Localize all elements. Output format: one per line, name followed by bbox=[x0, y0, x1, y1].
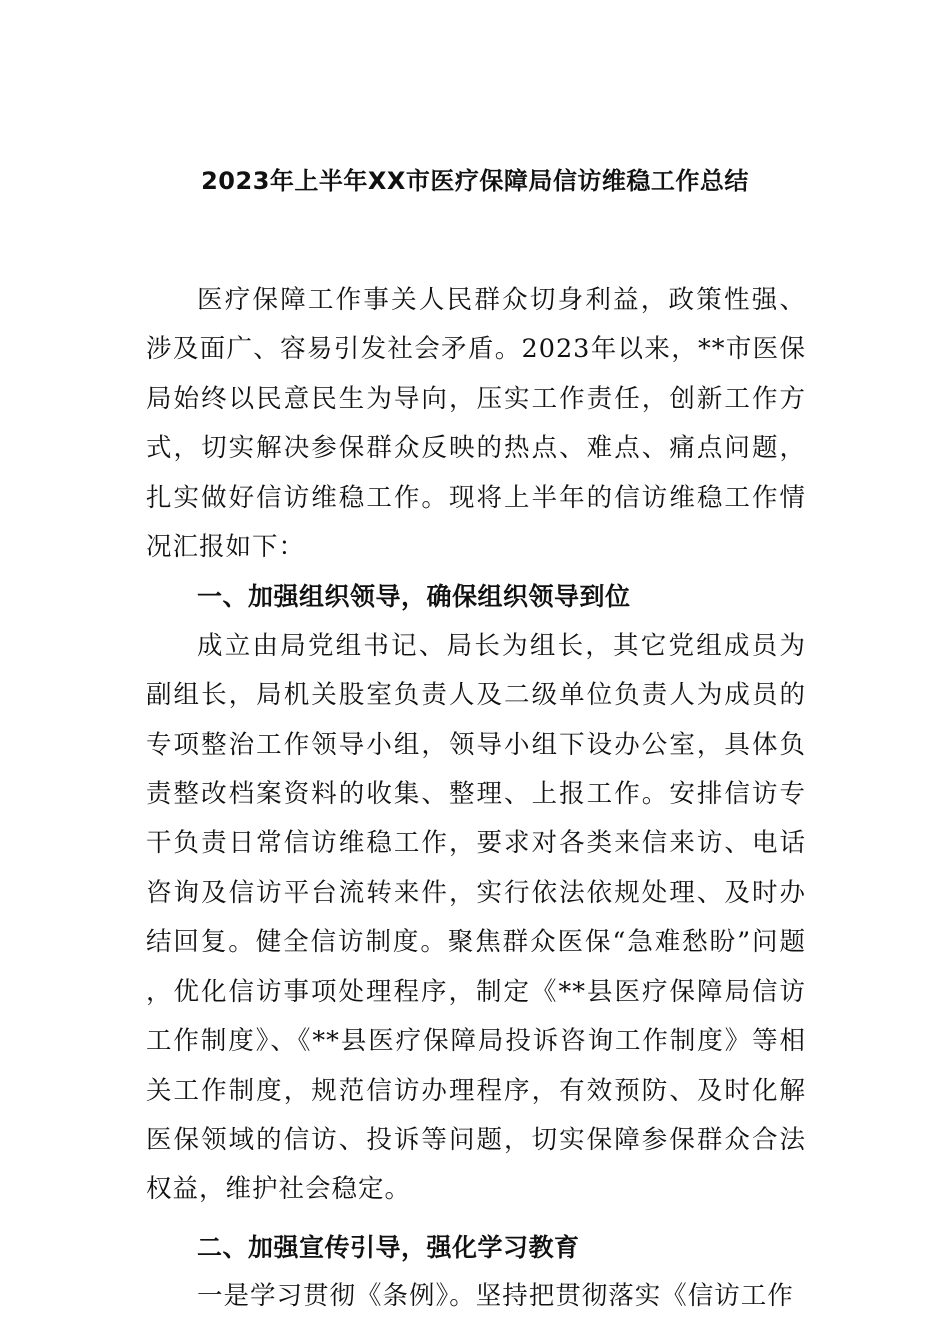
section-1-paragraph: 成立由局党组书记、局长为组长，其它党组成员为副组长，局机关股室负责人及二级单位负责人为成员的专项整治工作领导小组，领导小组下设办公室，具体负责整改档案资料的收集、整理、上报工作。安排信访专干负责日常信访维稳工作，要求对各类来信来访、电话咨询及信访平台流转来件，实行依法依规处理、及时办结回复。健全信访制度。聚焦群众医保“急难愁盼”问题，优化信访事项处理程序，制定《**县医疗保障局信访工作制度》、《**县医疗保障局投诉咨询工作制度》等相关工作制度，规范信访办理程序，有效预防、及时化解医保领域的信访、投诉等问题，切实保障参保群众合法权益，维护社会稳定。 bbox=[146, 630, 806, 1205]
intro-paragraph: 医疗保障工作事关人民群众切身利益，政策性强、涉及面广、容易引发社会矛盾。2023年以来，**市医保局始终以民意民生为导向，压实工作责任，创新工作方式，切实解决参保群众反映的热点、难点、痛点问题，扎实做好信访维稳工作。现将上半年的信访维稳工作情况汇报如下： bbox=[146, 285, 806, 563]
document-body bbox=[146, 276, 806, 1322]
section-2-heading: 二、加强宣传引导，强化学习教育 bbox=[197, 1232, 580, 1262]
section-1-heading: 一、加强组织领导，确保组织领导到位 bbox=[197, 582, 631, 612]
section-2-paragraph: 一是学习贯彻《条例》。坚持把贯彻落实《信访工作 bbox=[197, 1281, 794, 1312]
document-title: 2023年上半年XX市医疗保障局信访维稳工作总结 bbox=[201, 167, 749, 195]
